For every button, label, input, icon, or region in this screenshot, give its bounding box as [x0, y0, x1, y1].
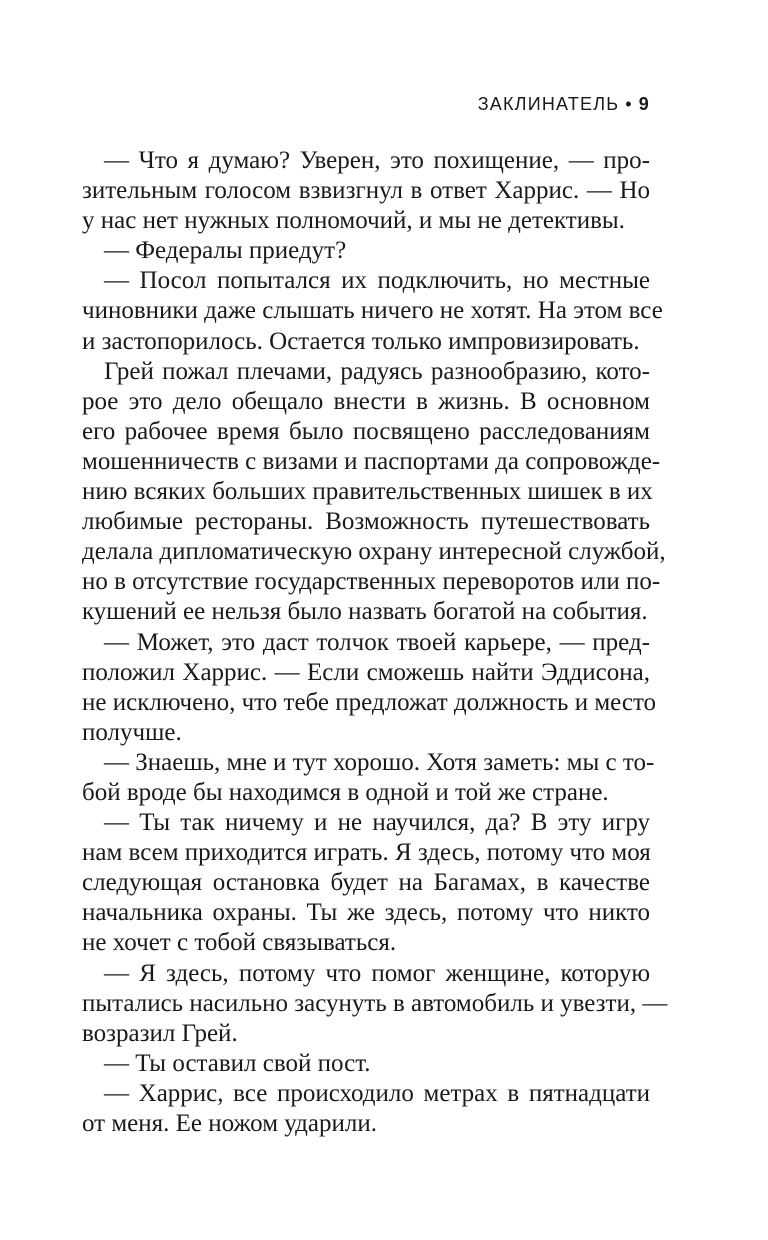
book-title: ЗАКЛИНАТЕЛЬ [477, 94, 620, 114]
text-line: любимые рестораны. Возможность путешествовать [82, 508, 650, 536]
text-line: его рабочее время было посвящено расследованиям [82, 417, 650, 445]
text-line: Грей пожал плечами, радуясь разнообразию, кото- [104, 357, 650, 385]
text-line: но в отсутствие государственных переворотов или по- [82, 568, 661, 596]
text-line: чиновники даже слышать ничего не хотят. На этом все [82, 297, 663, 325]
text-line: кушений ее нельзя было назвать богатой на события. [82, 598, 648, 626]
text-line: начальника охраны. Ты же здесь, потому что никто [82, 899, 650, 927]
running-head [478, 94, 650, 115]
text-line: бой вроде бы находимся в одной и той же стране. [82, 778, 609, 806]
text-line: пытались насильно засунуть в автомобиль и увезти, — [82, 989, 668, 1017]
text-line: — Что я думаю? Уверен, это похищение, — про- [104, 147, 650, 174]
text-line: мошенничеств с визами и паспортами да сопровожде- [82, 447, 661, 475]
text-line: — Федералы приедут? [104, 237, 347, 265]
text-line: делала дипломатическую охрану интересной службой, [82, 538, 666, 566]
text-line: нам всем приходится играть. Я здесь, потому что моя [82, 839, 651, 867]
text-line: зительным голосом взвизгнул в ответ Харрис. — Но [82, 177, 650, 205]
body-text [82, 146, 668, 1139]
text-line: — Я здесь, потому что помог женщине, которую [104, 959, 650, 987]
text-line: — Может, это даст толчок твоей карьере, — пред- [104, 628, 650, 656]
text-line: не исключено, что тебе предложат должность и место [82, 688, 657, 716]
text-line: и застопорилось. Остается только импровизировать. [82, 327, 640, 355]
text-line: нию всяких больших правительственных шишек в их [82, 478, 653, 506]
text-line: у нас нет нужных полномочий, и мы не детективы. [82, 207, 625, 235]
text-line: — Ты так ничему и не научился, да? В эту игру [104, 809, 650, 837]
header-separator: • [625, 94, 633, 114]
text-line: — Знаешь, мне и тут хорошо. Хотя заметь: мы с то- [104, 748, 655, 776]
text-line: — Посол попытался их подключить, но местные [104, 267, 650, 295]
page-number: 9 [638, 94, 650, 114]
text-line: получше. [82, 718, 182, 746]
text-line: рое это дело обещало внести в жизнь. В основном [82, 387, 650, 415]
text-line: следующая остановка будет на Багамах, в качестве [82, 869, 650, 897]
text-line: — Харрис, все происходило метрах в пятнадцати [104, 1079, 650, 1107]
text-line: положил Харрис. — Если сможешь найти Эддисона, [82, 658, 650, 686]
text-line: возразил Грей. [82, 1019, 238, 1047]
text-line: от меня. Ее ножом ударили. [82, 1110, 377, 1137]
text-line: не хочет с тобой связываться. [82, 929, 397, 957]
text-line: — Ты оставил свой пост. [104, 1049, 371, 1077]
